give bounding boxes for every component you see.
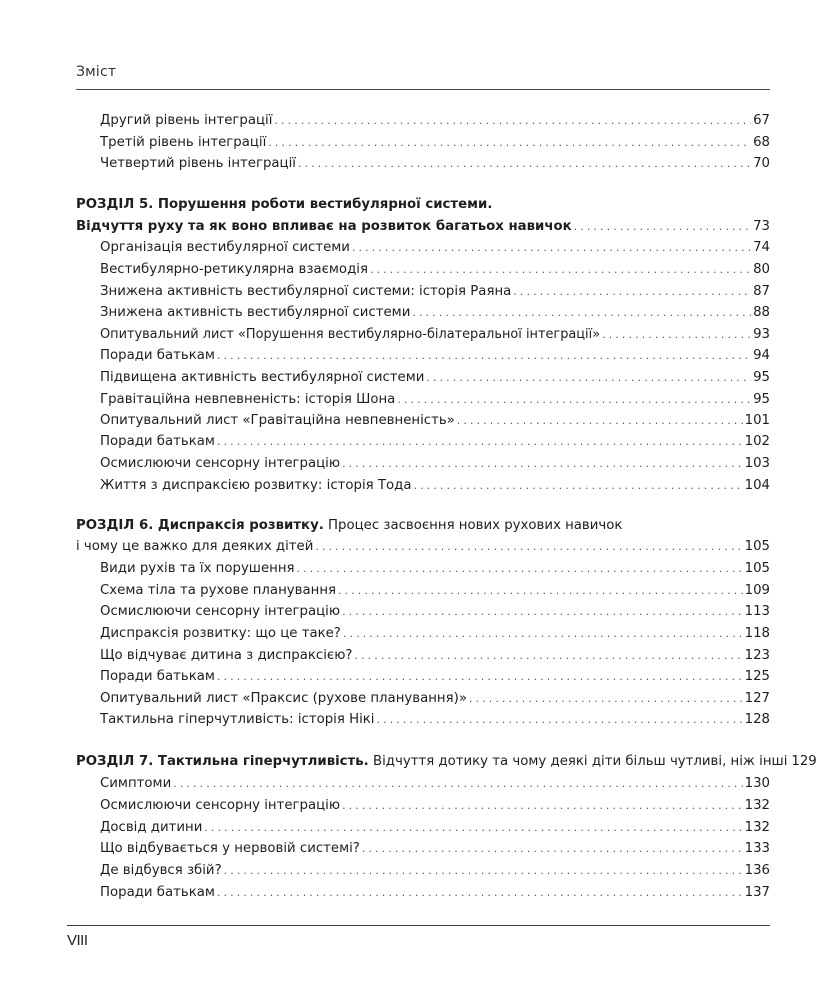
toc-entry[interactable] bbox=[100, 453, 770, 475]
chapter-5-subtitle: Відчуття руху та як воно впливає на розвиток багатьох навичок bbox=[76, 219, 572, 234]
dot-leader bbox=[274, 110, 751, 132]
toc-entry-title: Другий рівень інтеграції bbox=[100, 113, 273, 128]
toc-entry[interactable] bbox=[100, 558, 770, 580]
toc-entry-title: Що відбувається у нервовій системі? bbox=[100, 841, 360, 856]
dot-leader bbox=[377, 709, 743, 731]
dot-leader bbox=[457, 410, 743, 432]
dot-leader bbox=[574, 216, 751, 238]
page-number: VIII bbox=[67, 932, 88, 949]
chapter-7-entry[interactable] bbox=[76, 751, 817, 773]
toc-entry-page: 109 bbox=[744, 583, 770, 598]
dot-leader bbox=[224, 860, 743, 882]
dot-leader bbox=[354, 645, 742, 667]
toc-entry[interactable] bbox=[100, 688, 770, 710]
toc-entry-title: Осмислюючи сенсорну інтеграцію bbox=[100, 604, 341, 619]
toc-entry-title: Поради батькам bbox=[100, 348, 215, 363]
toc-entry[interactable] bbox=[100, 645, 770, 667]
toc-entry-page: 127 bbox=[744, 691, 770, 706]
toc-entry-title: Досвід дитини bbox=[100, 820, 203, 835]
dot-leader bbox=[297, 558, 743, 580]
toc-entry[interactable] bbox=[100, 475, 770, 497]
dot-leader bbox=[204, 817, 742, 839]
toc-entry[interactable] bbox=[100, 259, 770, 281]
toc-entry-title: Знижена активність вестибулярної системи bbox=[100, 305, 411, 320]
toc-entry-page: 102 bbox=[744, 434, 770, 449]
footer-rule bbox=[67, 925, 770, 926]
toc-entry-title: Гравітаційна невпевненість: історія Шона bbox=[100, 392, 396, 407]
chapter-5-page: 73 bbox=[753, 219, 770, 234]
chapter-6-entry[interactable] bbox=[76, 536, 770, 558]
dot-leader bbox=[602, 324, 751, 346]
toc-entry[interactable] bbox=[100, 838, 770, 860]
chapter-7-page: 129 bbox=[791, 754, 817, 769]
chapter-7-label-rest: Відчуття дотику та чому деякі діти більш чутливі, ніж інші bbox=[368, 754, 788, 769]
toc-entry[interactable] bbox=[100, 817, 770, 839]
toc-entry[interactable] bbox=[100, 110, 770, 132]
chapter-6-label-rest: Процес засвоєння нових рухових навичок bbox=[323, 518, 623, 533]
toc-entry-page: 105 bbox=[744, 561, 770, 576]
dot-leader bbox=[362, 838, 743, 860]
toc-entry[interactable] bbox=[100, 601, 770, 623]
dot-leader bbox=[342, 601, 743, 623]
toc-entry-page: 133 bbox=[744, 841, 770, 856]
dot-leader bbox=[397, 389, 751, 411]
toc-entry[interactable] bbox=[100, 666, 770, 688]
toc-entry-title: Опитувальний лист «Гравітаційна невпевненість» bbox=[100, 413, 455, 428]
dot-leader bbox=[268, 132, 751, 154]
toc-entry[interactable] bbox=[100, 882, 770, 904]
toc-entry-page: 118 bbox=[744, 626, 770, 641]
toc-entry[interactable] bbox=[100, 237, 770, 259]
toc-entry-page: 137 bbox=[744, 885, 770, 900]
dot-leader bbox=[217, 431, 743, 453]
toc-entry-page: 103 bbox=[744, 456, 770, 471]
chapter-6-heading[interactable] bbox=[76, 515, 622, 537]
toc-entry[interactable] bbox=[100, 431, 770, 453]
toc-entry-page: 88 bbox=[753, 305, 770, 320]
toc-entry-title: Що відчуває дитина з диспраксією? bbox=[100, 648, 353, 663]
chapter-5-heading[interactable]: РОЗДІЛ 5. Порушення роботи вестибулярної системи. bbox=[76, 197, 493, 212]
toc-entry[interactable] bbox=[100, 367, 770, 389]
toc-entry[interactable] bbox=[100, 623, 770, 645]
toc-entry-page: 113 bbox=[744, 604, 770, 619]
toc-entry-page: 132 bbox=[744, 820, 770, 835]
dot-leader bbox=[342, 795, 743, 817]
toc-entry-title: Поради батькам bbox=[100, 434, 215, 449]
chapter-6-subtitle: і чому це важко для деяких дітей bbox=[76, 539, 314, 554]
toc-entry-title: Поради батькам bbox=[100, 885, 215, 900]
toc-entry-title: Диспраксія розвитку: що це таке? bbox=[100, 626, 341, 641]
toc-entry[interactable] bbox=[100, 345, 770, 367]
toc-entry[interactable] bbox=[100, 860, 770, 882]
toc-entry-page: 67 bbox=[753, 113, 770, 128]
toc-entry[interactable] bbox=[100, 324, 770, 346]
toc-entry-title: Поради батькам bbox=[100, 669, 215, 684]
toc-entry-page: 95 bbox=[753, 370, 770, 385]
dot-leader bbox=[217, 345, 751, 367]
dot-leader bbox=[342, 453, 743, 475]
toc-entry-title: Симптоми bbox=[100, 776, 172, 791]
dot-leader bbox=[352, 237, 751, 259]
dot-leader bbox=[413, 475, 742, 497]
dot-leader bbox=[338, 580, 743, 602]
toc-entry-title: Підвищена активність вестибулярної системи bbox=[100, 370, 425, 385]
toc-entry-page: 123 bbox=[744, 648, 770, 663]
dot-leader bbox=[370, 259, 751, 281]
toc-entry-title: Життя з диспраксією розвитку: історія Тода bbox=[100, 478, 412, 493]
toc-entry-page: 136 bbox=[744, 863, 770, 878]
toc-entry-title: Вестибулярно-ретикулярна взаємодія bbox=[100, 262, 368, 277]
toc-entry-page: 80 bbox=[753, 262, 770, 277]
dot-leader bbox=[343, 623, 743, 645]
toc-entry-page: 125 bbox=[744, 669, 770, 684]
chapter-7-heading bbox=[76, 751, 787, 773]
dot-leader bbox=[426, 367, 751, 389]
chapter-7-label: РОЗДІЛ 7. Тактильна гіперчутливість. bbox=[76, 754, 369, 769]
toc-entry-page: 74 bbox=[753, 240, 770, 255]
toc-entry-title: Третій рівень інтеграції bbox=[100, 135, 267, 150]
dot-leader bbox=[315, 536, 742, 558]
toc-entry-title: Осмислюючи сенсорну інтеграцію bbox=[100, 456, 341, 471]
toc-entry-page: 104 bbox=[744, 478, 770, 493]
dot-leader bbox=[217, 882, 743, 904]
toc-entry[interactable] bbox=[100, 709, 770, 731]
toc-entry[interactable] bbox=[100, 795, 770, 817]
toc-entry-title: Тактильна гіперчутливість: історія Нікі bbox=[100, 712, 375, 727]
toc-entry[interactable] bbox=[100, 132, 770, 154]
toc-entry[interactable] bbox=[100, 389, 770, 411]
toc-entry-page: 132 bbox=[744, 798, 770, 813]
dot-leader bbox=[298, 153, 751, 175]
toc-entry-page: 68 bbox=[753, 135, 770, 150]
toc-entry-page: 130 bbox=[744, 776, 770, 791]
toc-entry[interactable] bbox=[100, 153, 770, 175]
chapter-6-label: РОЗДІЛ 6. Диспраксія розвитку. bbox=[76, 518, 324, 533]
toc-entry[interactable] bbox=[100, 410, 770, 432]
toc-entry-page: 70 bbox=[753, 156, 770, 171]
toc-entry-title: Види рухів та їх порушення bbox=[100, 561, 295, 576]
dot-leader bbox=[173, 773, 742, 795]
toc-entry[interactable] bbox=[100, 773, 770, 795]
toc-entry[interactable] bbox=[100, 302, 770, 324]
toc-entry-title: Організація вестибулярної системи bbox=[100, 240, 350, 255]
toc-entry-title: Опитувальний лист «Праксис (рухове планування)» bbox=[100, 691, 467, 706]
toc-entry-page: 87 bbox=[753, 284, 770, 299]
toc-entry-title: Опитувальний лист «Порушення вестибулярно-білатеральної інтеграції» bbox=[100, 327, 601, 342]
dot-leader bbox=[469, 688, 743, 710]
chapter-6-page: 105 bbox=[744, 539, 770, 554]
toc-entry[interactable] bbox=[100, 281, 770, 303]
toc-entry-title: Де відбувся збій? bbox=[100, 863, 222, 878]
toc-entry-page: 101 bbox=[744, 413, 770, 428]
toc-entry-title: Осмислюючи сенсорну інтеграцію bbox=[100, 798, 341, 813]
chapter-5-entry[interactable] bbox=[76, 216, 770, 238]
dot-leader bbox=[412, 302, 751, 324]
running-head: Зміст bbox=[76, 64, 117, 80]
toc-entry-page: 128 bbox=[744, 712, 770, 727]
toc-entry-title: Схема тіла та рухове планування bbox=[100, 583, 337, 598]
dot-leader bbox=[217, 666, 743, 688]
toc-entry[interactable] bbox=[100, 580, 770, 602]
toc-entry-title: Знижена активність вестибулярної системи: історія Раяна bbox=[100, 284, 512, 299]
header-rule bbox=[76, 89, 770, 90]
toc-entry-page: 94 bbox=[753, 348, 770, 363]
toc-entry-page: 93 bbox=[753, 327, 770, 342]
toc-entry-page: 95 bbox=[753, 392, 770, 407]
toc-entry-title: Четвертий рівень інтеграції bbox=[100, 156, 296, 171]
dot-leader bbox=[513, 281, 751, 303]
